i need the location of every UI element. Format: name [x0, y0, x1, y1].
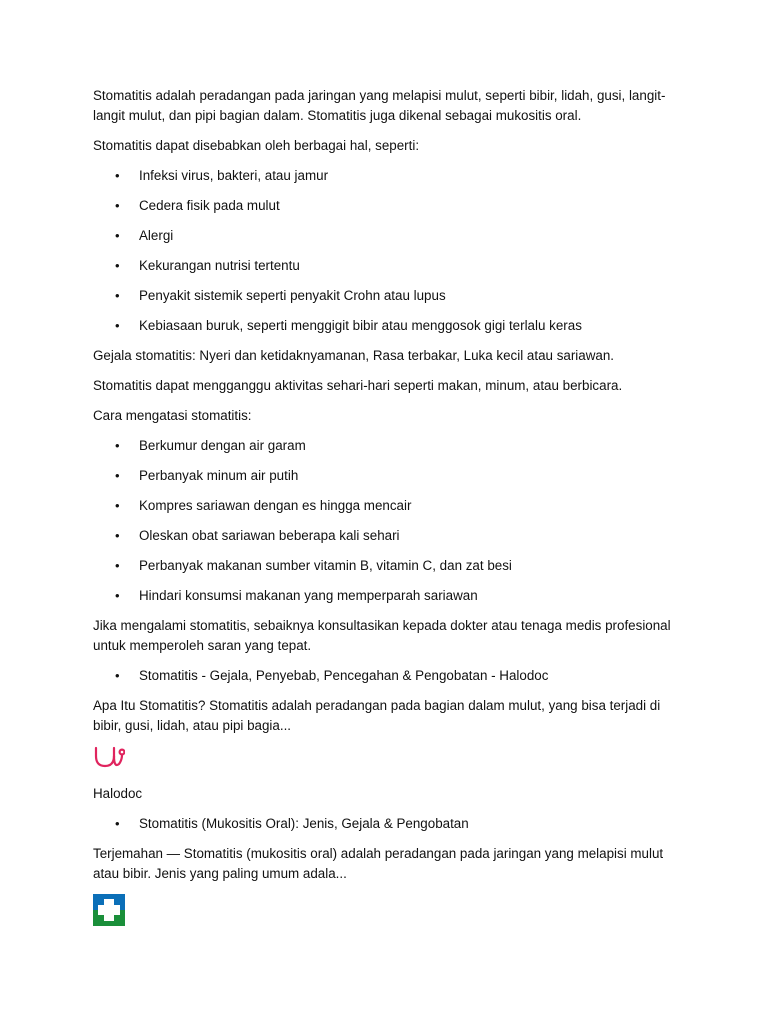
- list-item: • Oleskan obat sariawan beberapa kali sehari: [139, 526, 673, 546]
- source-title-halodoc[interactable]: • Stomatitis - Gejala, Penyebab, Pencegahan & Pengobatan - Halodoc: [139, 666, 673, 686]
- list-item: • Penyakit sistemik seperti penyakit Crohn atau lupus: [139, 286, 673, 306]
- list-item: • Alergi: [139, 226, 673, 246]
- source-snippet-mukositis: Terjemahan — Stomatitis (mukositis oral) adalah peradangan pada jaringan yang melapisi mulut atau bibir. Jenis yang paling umum adala...: [93, 846, 664, 881]
- treatment-intro: Cara mengatasi stomatitis:: [93, 408, 252, 423]
- source-list-2: [93, 814, 673, 834]
- document-content: [93, 86, 673, 926]
- list-item: • Kebiasaan buruk, seperti menggigit bibir atau menggosok gigi terlalu keras: [139, 316, 673, 336]
- list-item: • Cedera fisik pada mulut: [139, 196, 673, 216]
- list-item: • Perbanyak minum air putih: [139, 466, 673, 486]
- treatments-list: [93, 436, 673, 606]
- stethoscope-bell-line: [114, 755, 122, 765]
- impact-paragraph: Stomatitis dapat mengganggu aktivitas sehari-hari seperti makan, minum, atau berbicara.: [93, 378, 623, 393]
- stethoscope-shape: [96, 748, 124, 766]
- source-snippet-halodoc: Apa Itu Stomatitis? Stomatitis adalah peradangan pada bagian dalam mulut, yang bisa terjadi di bibir, gusi, lidah, atau pipi bagia...: [93, 698, 661, 733]
- stethoscope-tube: [96, 748, 114, 766]
- intro-paragraph: Stomatitis adalah peradangan pada jaringan yang melapisi mulut, seperti bibir, lidah, gusi, langit-langit mulut, dan pipi bagian dalam. Stomatitis juga dikenal sebagai mukositis oral.: [93, 88, 666, 123]
- list-item: • Perbanyak makanan sumber vitamin B, vitamin C, dan zat besi: [139, 556, 673, 576]
- stethoscope-icon: [93, 746, 125, 774]
- medical-cross-icon: [93, 894, 125, 926]
- list-item: • Berkumur dengan air garam: [139, 436, 673, 456]
- source-list-1: [93, 666, 673, 686]
- list-item: • Hindari konsumsi makanan yang memperparah sariawan: [139, 586, 673, 606]
- cross-center-square: [104, 905, 114, 915]
- advice-paragraph: Jika mengalami stomatitis, sebaiknya konsultasikan kepada dokter atau tenaga medis profesional untuk memperoleh saran yang tepat.: [93, 618, 671, 653]
- source-title-mukositis[interactable]: • Stomatitis (Mukositis Oral): Jenis, Gejala & Pengobatan: [139, 814, 673, 834]
- causes-intro: Stomatitis dapat disebabkan oleh berbagai hal, seperti:: [93, 138, 420, 153]
- causes-list: [93, 166, 673, 336]
- source-site-name: Halodoc: [93, 786, 143, 801]
- symptoms-paragraph: Gejala stomatitis: Nyeri dan ketidaknyamanan, Rasa terbakar, Luka kecil atau sariawan.: [93, 348, 615, 363]
- list-item: • Infeksi virus, bakteri, atau jamur: [139, 166, 673, 186]
- stethoscope-bell: [120, 750, 125, 755]
- list-item: • Kekurangan nutrisi tertentu: [139, 256, 673, 276]
- list-item: • Kompres sariawan dengan es hingga mencair: [139, 496, 673, 516]
